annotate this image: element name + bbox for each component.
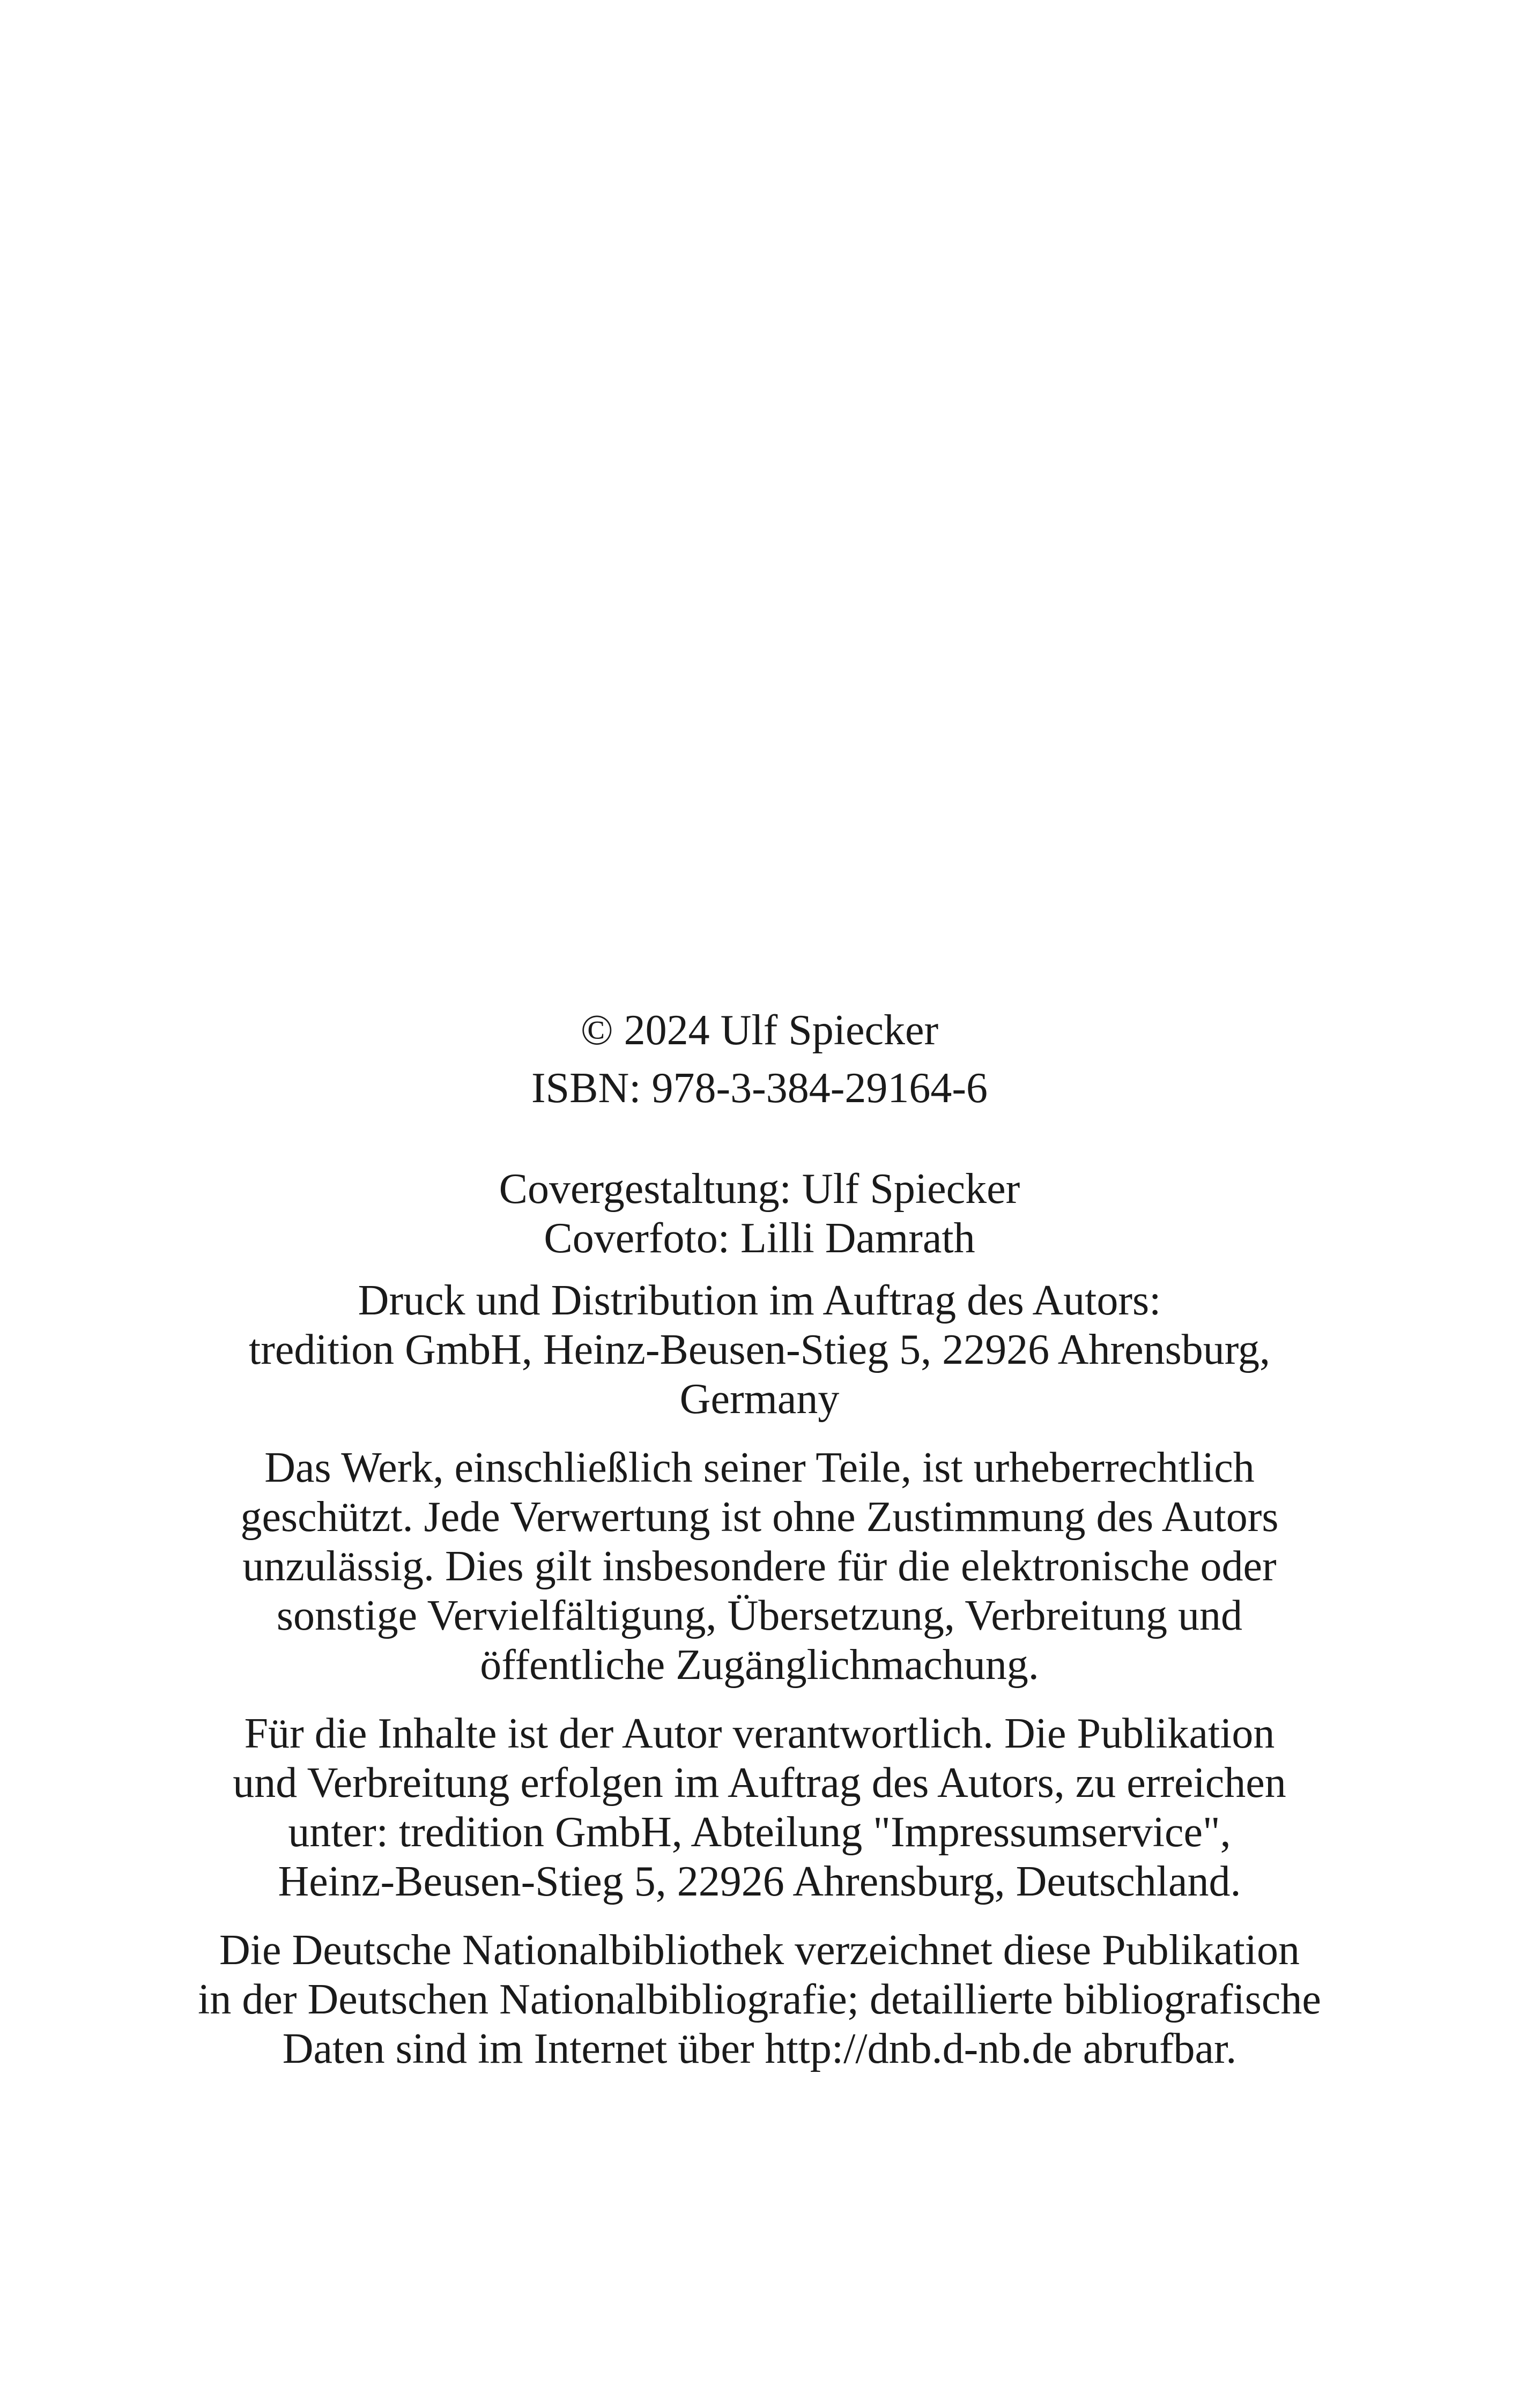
responsibility-block — [0, 1709, 1519, 1906]
dnb-line: Die Deutsche Nationalbibliothek verzeichnet diese Publikation — [219, 1927, 1300, 1974]
isbn-line: ISBN: 978-3-384-29164-6 — [531, 1065, 988, 1112]
imprint-page — [0, 1001, 1519, 2073]
responsibility-line: und Verbreitung erfolgen im Auftrag des Autors, zu erreichen — [233, 1759, 1286, 1807]
print-distribution-block — [0, 1276, 1519, 1424]
spacer — [0, 1117, 1519, 1164]
spacer — [0, 1690, 1519, 1709]
dnb-line: in der Deutschen Nationalbibliografie; detaillierte bibliografische — [198, 1976, 1321, 2023]
spacer — [0, 1424, 1519, 1443]
cover-design-credit: Covergestaltung: Ulf Spiecker — [499, 1165, 1020, 1213]
notice-line: Das Werk, einschließlich seiner Teile, ist urheberrechtlich — [264, 1444, 1255, 1491]
copyright-notice-block — [0, 1443, 1519, 1690]
spacer — [0, 1263, 1519, 1276]
cover-photo-credit: Coverfoto: Lilli Damrath — [544, 1215, 975, 1262]
notice-line: sonstige Vervielfältigung, Übersetzung, Verbreitung und — [276, 1592, 1243, 1639]
print-line: Druck und Distribution im Auftrag des Autors: — [358, 1277, 1161, 1324]
notice-line: unzulässig. Dies gilt insbesondere für die elektronische oder — [242, 1543, 1277, 1590]
responsibility-line: Für die Inhalte ist der Autor verantwortlich. Die Publikation — [244, 1710, 1275, 1757]
dnb-line: Daten sind im Internet über http://dnb.d-nb.de abrufbar. — [282, 2025, 1237, 2072]
responsibility-line: unter: tredition GmbH, Abteilung "Impressumservice", — [288, 1809, 1231, 1856]
notice-line: geschützt. Jede Verwertung ist ohne Zustimmung des Autors — [240, 1493, 1279, 1541]
spacer — [0, 1906, 1519, 1926]
print-line: Germany — [679, 1376, 840, 1423]
responsibility-line: Heinz-Beusen-Stieg 5, 22926 Ahrensburg, Deutschland. — [278, 1858, 1241, 1905]
dnb-notice-block — [0, 1926, 1519, 2073]
notice-line: öffentliche Zugänglichmachung. — [480, 1641, 1039, 1689]
copyright-line: © 2024 Ulf Spiecker — [580, 1007, 939, 1054]
print-line: tredition GmbH, Heinz-Beusen-Stieg 5, 22926 Ahrensburg, — [249, 1326, 1270, 1373]
